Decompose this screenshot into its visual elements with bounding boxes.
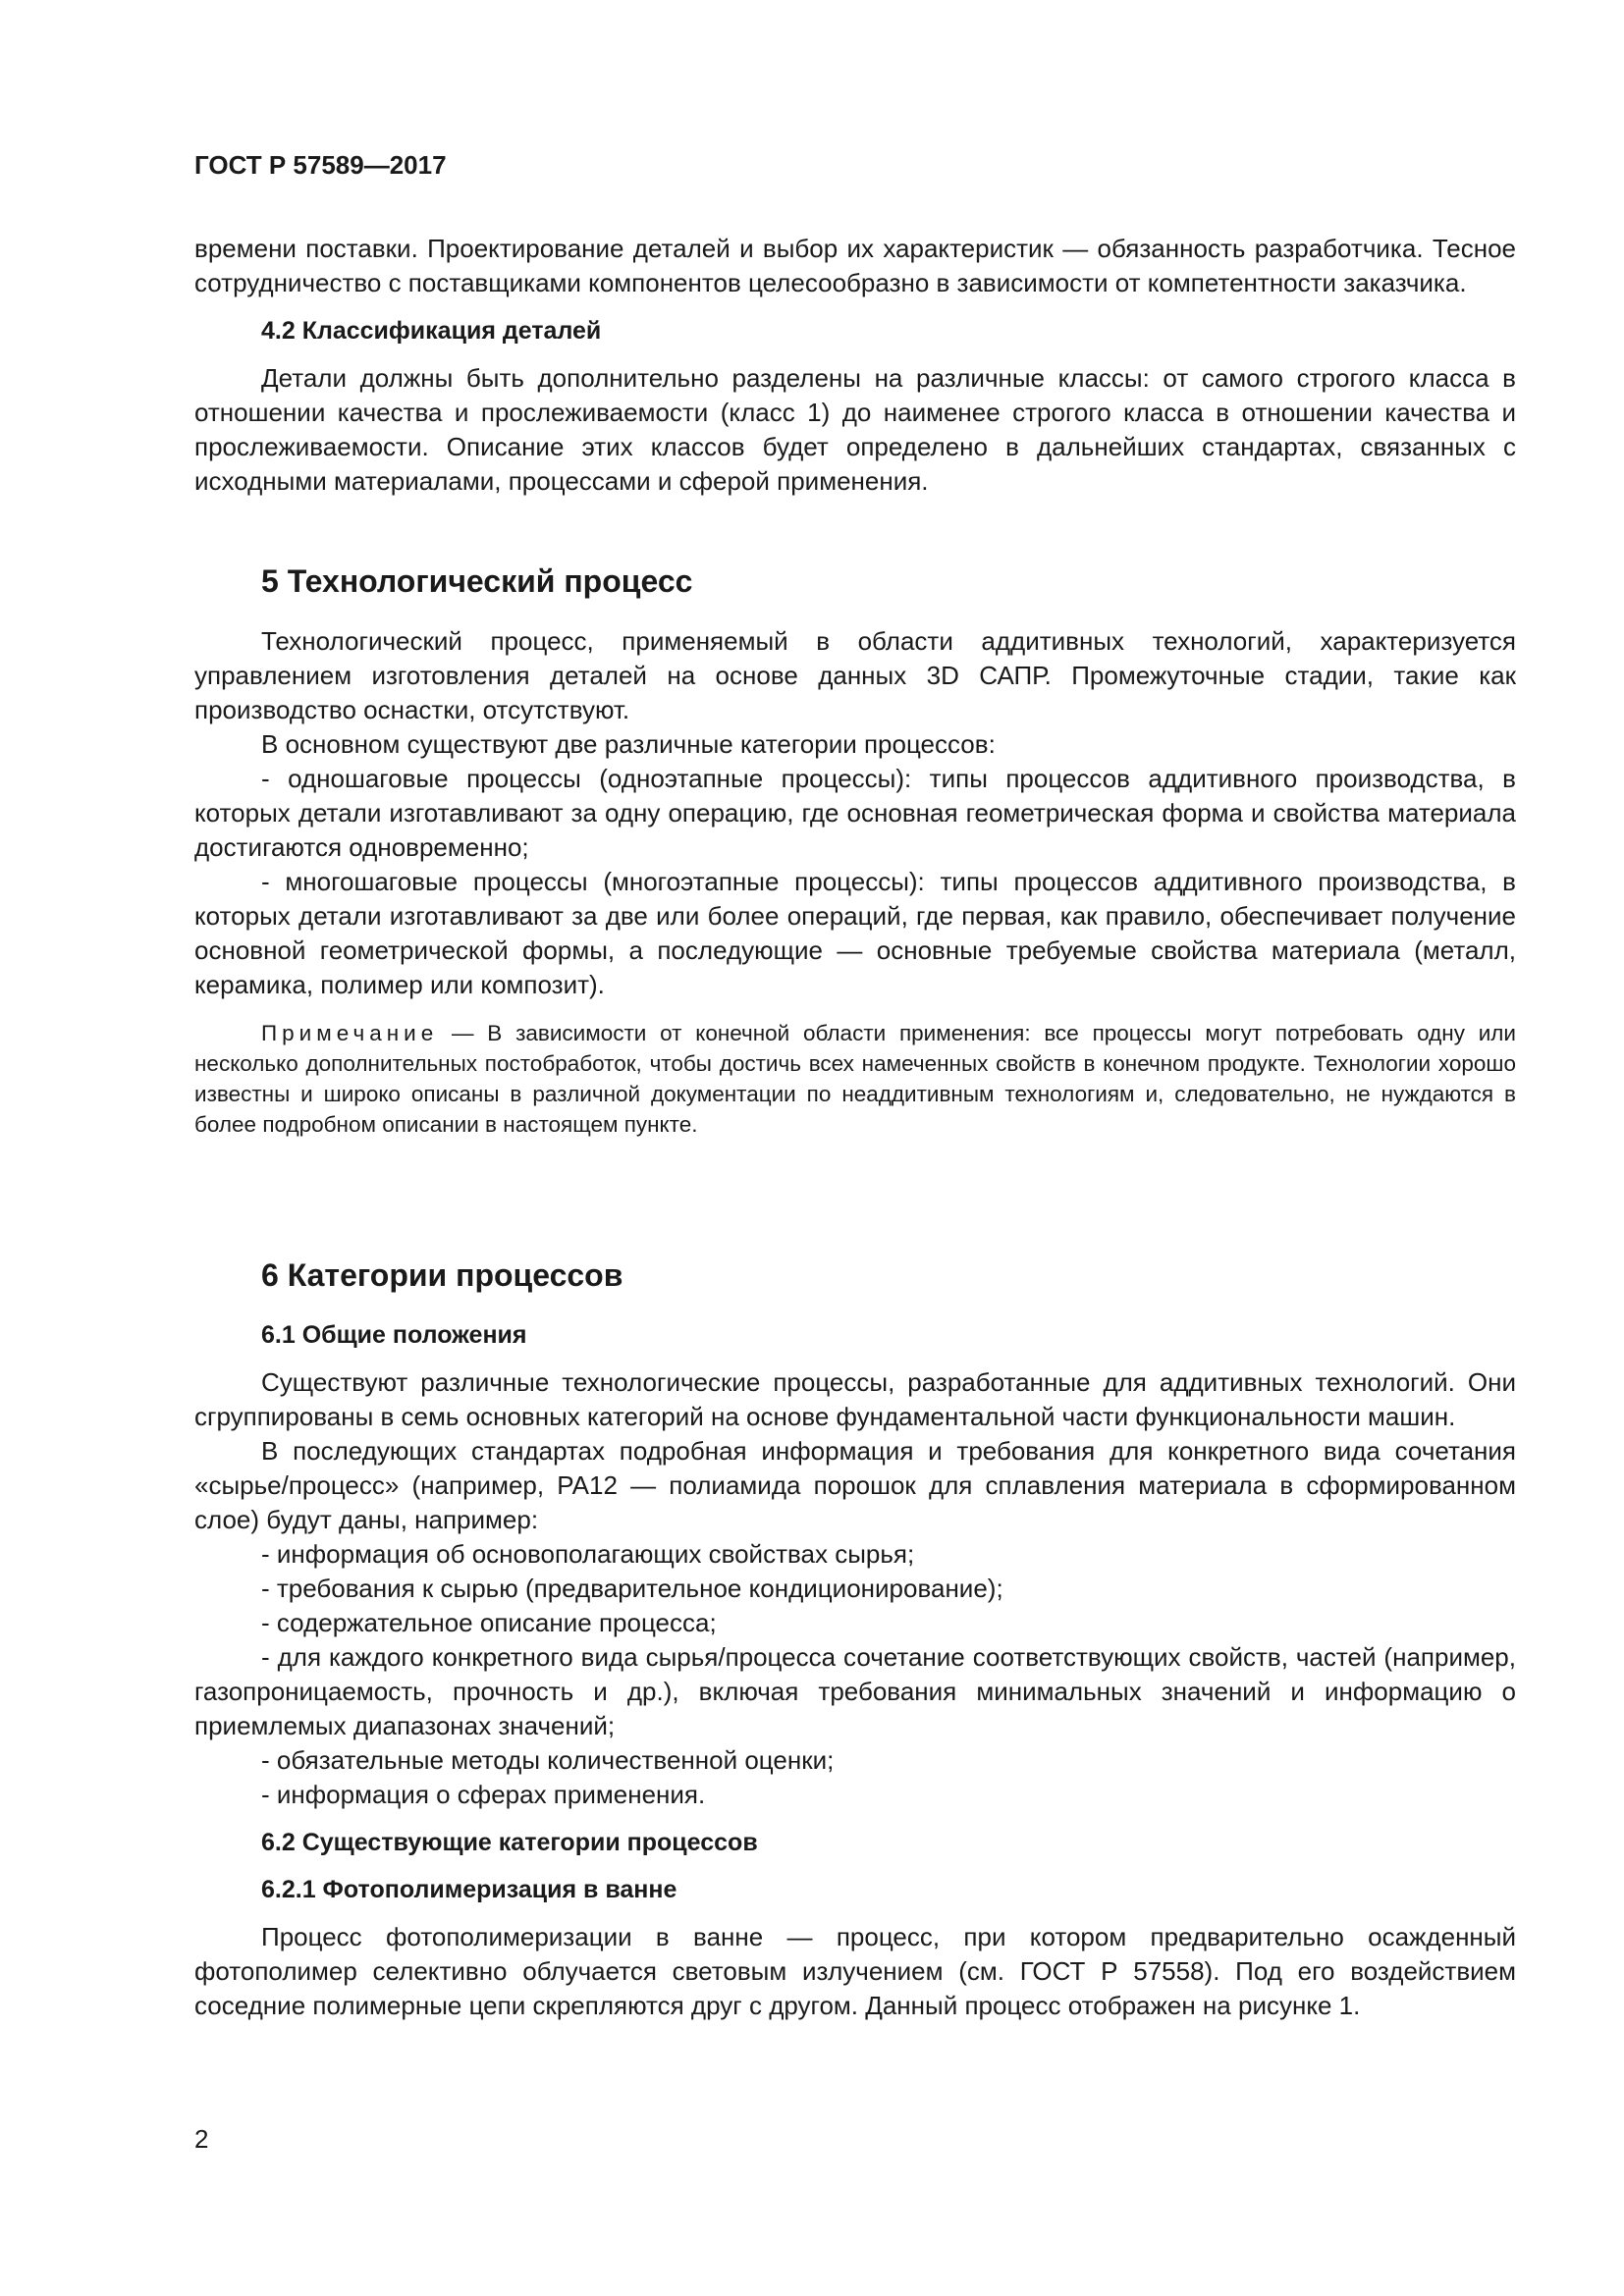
list-item: - информация об основополагающих свойствах сырья; bbox=[261, 1539, 915, 1569]
paragraph: В последующих стандартах подробная информация и требования для конкретного вида сочетания «сырье/процесс» (например, PA12 — полиамида порошок для сплавления материала в сформированном слое) будут даны, например: bbox=[194, 1436, 1516, 1534]
list-item: - одношаговые процессы (одноэтапные процессы): типы процессов аддитивного производства, в которых детали изготавливают за одну операцию, где основная геометрическая форма и свойства материала достигаются одновременно; bbox=[194, 764, 1516, 862]
note-label: Примечание bbox=[261, 1021, 439, 1045]
document-header: ГОСТ Р 57589—2017 bbox=[194, 150, 447, 180]
list-item: - обязательные методы количественной оценки; bbox=[261, 1745, 835, 1775]
list-item: - требования к сырью (предварительное кондиционирование); bbox=[261, 1574, 1003, 1603]
list-item: - содержательное описание процесса; bbox=[261, 1608, 717, 1637]
paragraph: Детали должны быть дополнительно разделены на различные классы: от самого строгого класса в отношении качества и прослеживаемости (класс 1) до наименее строгого класса в отношении качества и прослеживаемости. Описание этих классов будет определено в дальнейших стандартах, связанных с исходными материалами, процессами и сферой применения. bbox=[194, 363, 1516, 496]
paragraph: Процесс фотополимеризации в ванне — процесс, при котором предварительно осажденный фотополимер селективно облучается световым излучением (см. ГОСТ Р 57558). Под его воздействием соседние полимерные цепи скрепляются друг с другом. Данный процесс отображен на рисунке 1. bbox=[194, 1922, 1516, 2020]
list-item: - для каждого конкретного вида сырья/процесса сочетание соответствующих свойств, частей (например, газопроницаемость, прочность и др.), включая требования минимальных значений и информацию о приемлемых диапазонах значений; bbox=[194, 1642, 1516, 1740]
section-heading-6-2: 6.2 Существующие категории процессов bbox=[261, 1829, 758, 1856]
note bbox=[194, 1018, 1516, 1140]
list-item: - многошаговые процессы (многоэтапные процессы): типы процессов аддитивного производства, в которых детали изготавливают за две или более операций, где первая, как правило, обеспечивает получение основной геометрической формы, а последующие — основные требуемые свойства материала (металл, керамика, полимер или композит). bbox=[194, 867, 1516, 999]
document-page bbox=[194, 147, 1516, 2023]
section-heading-6-2-1: 6.2.1 Фотополимеризация в ванне bbox=[261, 1876, 677, 1903]
section-heading-6-1: 6.1 Общие положения bbox=[261, 1321, 527, 1349]
page-number: 2 bbox=[194, 2124, 209, 2154]
paragraph: времени поставки. Проектирование деталей и выбор их характеристик — обязанность разработчика. Тесное сотрудничество с поставщиками компонентов целесообразно в зависимости от компетентности заказчика. bbox=[194, 234, 1516, 297]
list-item: - информация о сферах применения. bbox=[261, 1780, 706, 1809]
section-heading-4-2: 4.2 Классификация деталей bbox=[261, 317, 602, 345]
paragraph: В основном существуют две различные категории процессов: bbox=[261, 729, 996, 759]
note-text: — В зависимости от конечной области применения: все процессы могут потребовать одну или несколько дополнительных постобработок, чтобы достичь всех намеченных свойств в конечном продукте. Технологии хорошо известны и широко описаны в различной документации по неаддитивным технологиям и, следовательно, не нуждаются в более подробном описании в настоящем пункте. bbox=[194, 1021, 1516, 1137]
paragraph: Технологический процесс, применяемый в области аддитивных технологий, характеризуется управлением изготовления деталей на основе данных 3D САПР. Промежуточные стадии, такие как производство оснастки, отсутствуют. bbox=[194, 626, 1516, 724]
paragraph: Существуют различные технологические процессы, разработанные для аддитивных технологий. Они сгруппированы в семь основных категорий на основе фундаментальной части функциональности машин. bbox=[194, 1367, 1516, 1431]
section-heading-6: 6 Категории процессов bbox=[261, 1257, 623, 1293]
section-heading-5: 5 Технологический процесс bbox=[261, 563, 693, 599]
